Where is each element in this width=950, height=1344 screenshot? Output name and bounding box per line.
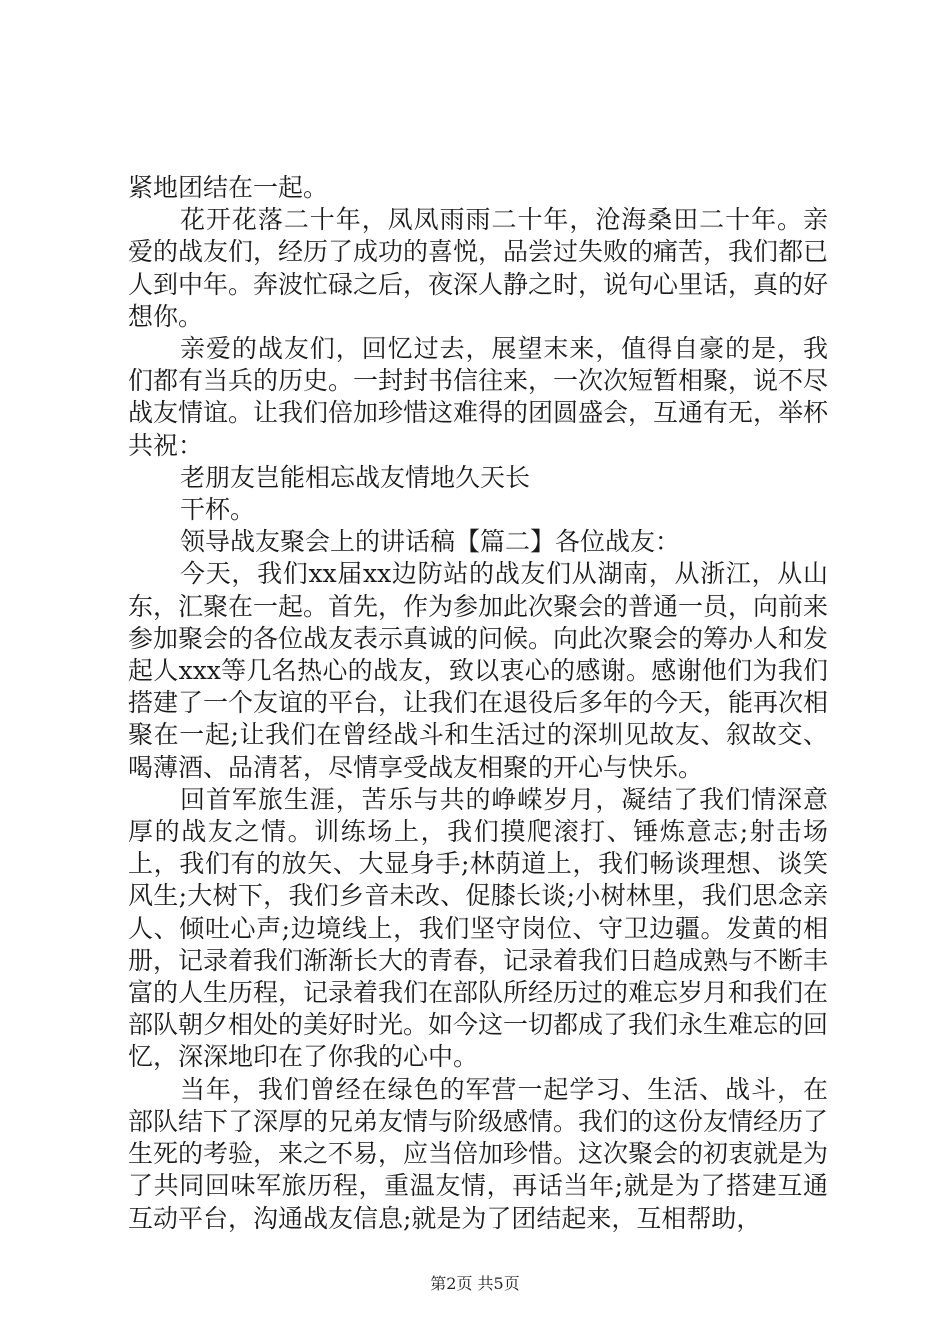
document-body (128, 172, 828, 1235)
paragraph-1: 紧地团结在一起。 (128, 173, 329, 202)
paragraph-2: 花开花落二十年，凤凤雨雨二十年，沧海桑田二十年。亲爱的战友们，经历了成功的喜悦，品尝过失败的痛苦，我们都已人到中年。奔波忙碌之后，夜深人静之时，说句心里话，真的好想你。 (128, 205, 829, 331)
page-number-footer: 第2页 共5页 (430, 1274, 520, 1293)
paragraph-7: 今天，我们xx届xx边防站的战友们从湖南，从浙江，从山东，汇聚在一起。首先，作为参加此次聚会的普通一员，向前来参加聚会的各位战友表示真诚的问候。向此次聚会的筹办人和发起人xxx等几名热心的战友，致以衷心的感谢。感谢他们为我们搭建了一个友谊的平台，让我们在退役后多年的今天，能再次相聚在一起;让我们在曾经战斗和生活过的深圳见故友、叙故交、喝薄酒、品清茗，尽情享受战友相聚的开心与快乐。 (128, 559, 829, 782)
paragraph-8: 回首军旅生涯，苦乐与共的峥嵘岁月，凝结了我们情深意厚的战友之情。训练场上，我们摸爬滚打、锤炼意志;射击场上，我们有的放矢、大显身手;林荫道上，我们畅谈理想、谈笑风生;大树下，我们乡音未改、促膝长谈;小树林里，我们思念亲人、倾吐心声;边境线上，我们坚守岗位、守卫边疆。发黄的相册，记录着我们渐渐长大的青春，记录着我们日趋成熟与不断丰富的人生历程，记录着我们在部队所经历过的难忘岁月和我们在部队朝夕相处的美好时光。如今这一切都成了我们永生难忘的回忆，深深地印在了你我的心中。 (128, 784, 829, 1072)
section-heading: 领导战友聚会上的讲话稿【篇二】各位战友： (180, 527, 681, 557)
paragraph-3: 亲爱的战友们，回忆过去，展望末来，值得自豪的是，我们都有当兵的历史。一封封书信往来，一次次短暂相聚，说不尽战友情谊。让我们倍加珍惜这难得的团圆盛会，互通有无，举杯共祝： (128, 334, 829, 460)
paragraph-9: 当年，我们曾经在绿色的军营一起学习、生活、战斗，在部队结下了深厚的兄弟友情与阶级感情。我们的这份友情经历了生死的考验，来之不易，应当倍加珍惜。这次聚会的初衷就是为了共同回味军旅历程，重温友情，再话当年;就是为了搭建互通互动平台，沟通战友信息;就是为了团结起来，互相帮助， (128, 1074, 829, 1233)
paragraph-5: 干杯。 (180, 495, 256, 525)
paragraph-4: 老朋友岂能相忘战友情地久天长 (180, 462, 531, 492)
